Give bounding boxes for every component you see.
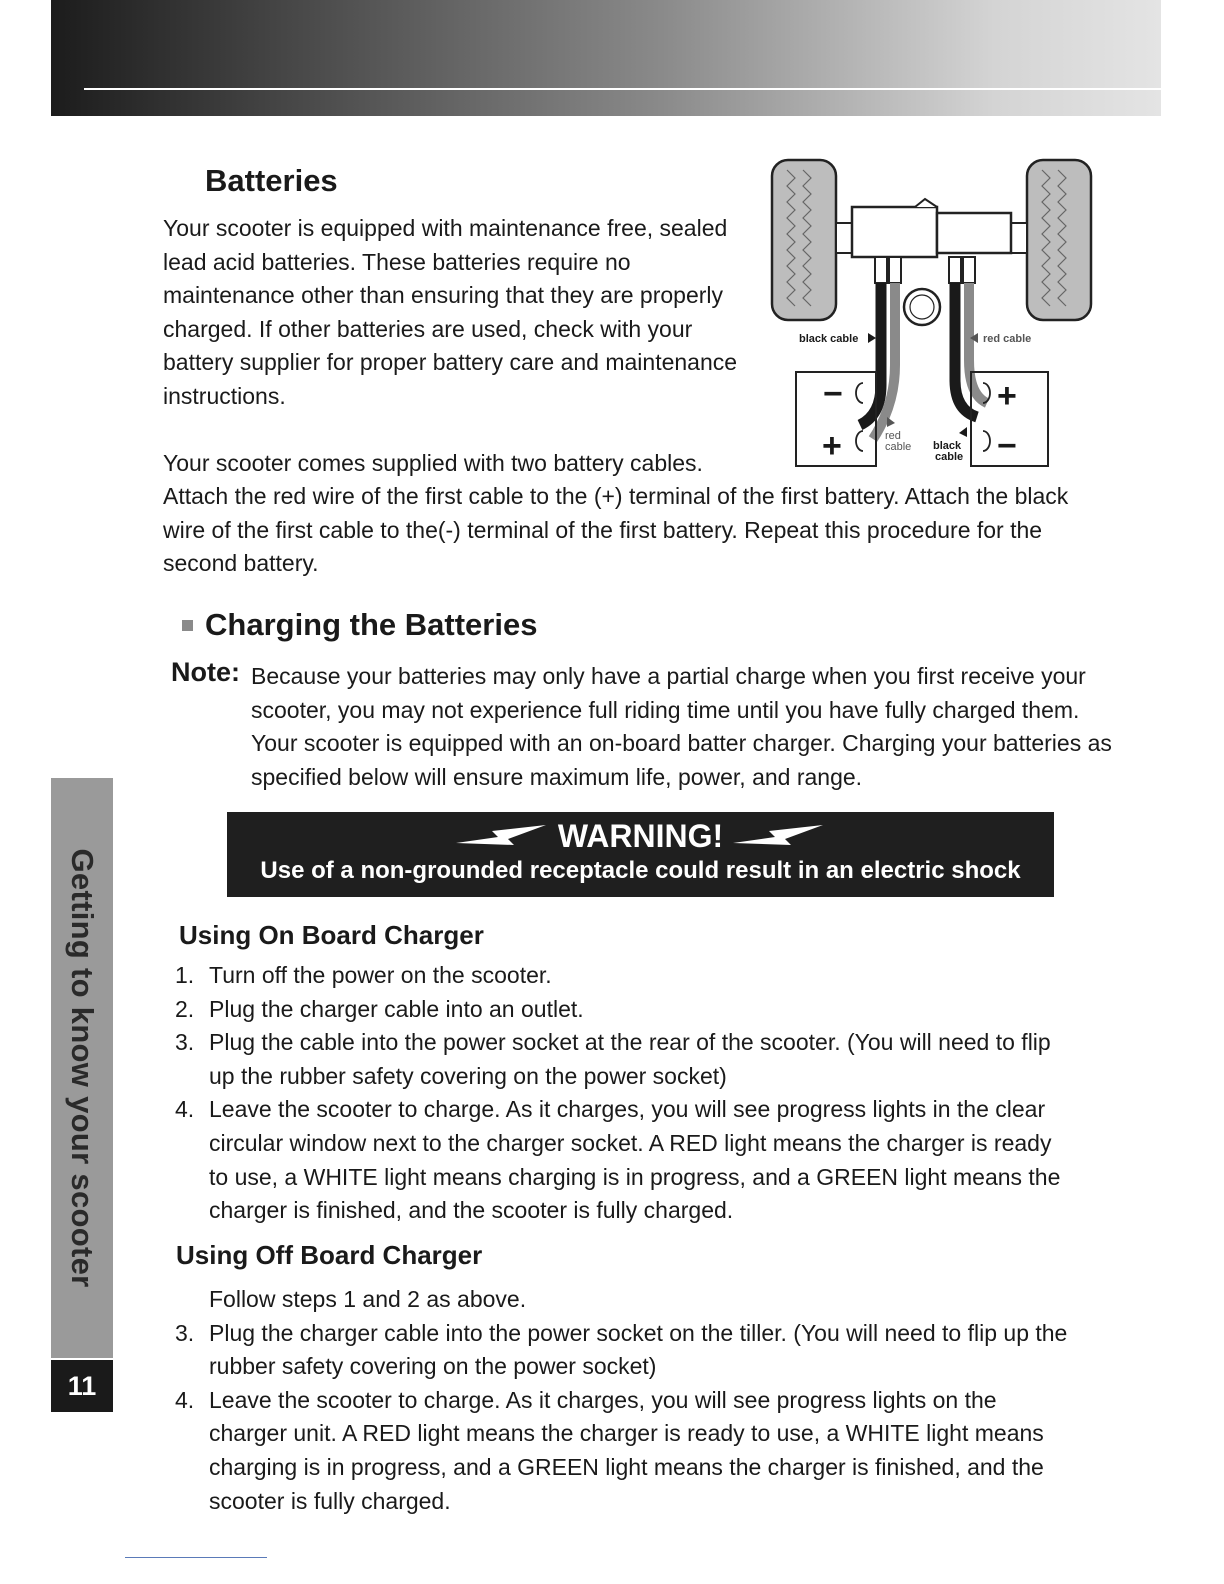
arrow-up-left-icon <box>959 427 967 437</box>
step-text: Plug the cable into the power socket at the rear of the scooter. (You will need to flip up the rubber safety covering on the power socket) <box>209 1029 1051 1089</box>
left-wheel-icon <box>772 160 836 320</box>
batteries-paragraph: Your scooter is equipped with maintenance free, sealed lead acid batteries. These batteries require no maintenance other than ensuring that they are properly charged. If other batteries are used, check with your battery supplier for proper battery care and maintenance instructions. <box>163 215 738 409</box>
list-item <box>175 959 1075 993</box>
label-black: black <box>933 440 962 452</box>
charge-window-icon <box>904 289 940 325</box>
section-side-tab <box>51 778 113 1358</box>
step-text: Plug the charger cable into an outlet. <box>209 995 584 1022</box>
list-item <box>175 1317 1075 1384</box>
right-wheel-icon <box>1027 160 1091 320</box>
connector-plugs-icon <box>875 257 975 283</box>
axle-housing-icon <box>836 199 1027 257</box>
charging-heading <box>182 607 537 643</box>
step-text: Turn off the power on the scooter. <box>209 962 552 988</box>
battery-attach-paragraph: Attach the red wire of the first cable to the (+) terminal of the first battery. Attach the black wire of the first cable to the(-) terminal of the first battery. Repeat this procedure for the second battery. <box>163 483 1069 577</box>
label-black-cable-top: black cable <box>799 333 859 345</box>
offboard-charger-heading: Using Off Board Charger <box>176 1240 483 1270</box>
warning-text: Use of a non-grounded receptacle could result in an electric shock <box>260 857 1021 884</box>
step-number: 3. <box>175 1029 195 1056</box>
list-item <box>175 1093 1075 1227</box>
step-text: Leave the scooter to charge. As it charges, you will see progress lights in the clear circular window next to the charger socket. A RED light means the charger is ready to use, a WHITE light means charging is in progress, and a GREEN light means the charger is finished, and the scooter is fully charged. <box>209 1096 1061 1224</box>
batteries-heading: Batteries <box>205 163 338 198</box>
label-cable-red: cable <box>885 441 912 453</box>
label-cable-black: cable <box>935 451 964 463</box>
battery-right-minus-sign: − <box>997 427 1017 465</box>
onboard-steps-list <box>175 959 1075 1228</box>
note-text: Because your batteries may only have a partial charge when you first receive your scooter, you may not experience full riding time until you have fully charged them. Your scooter is equipped with an on-board batter charger. Charging your batteries as specified below will ensure maximum life, power, and range. <box>251 663 1112 790</box>
header-band <box>51 0 1161 116</box>
header-rule <box>84 88 1161 90</box>
step-number: 4. <box>175 1096 195 1123</box>
warning-title: WARNING! <box>557 818 724 854</box>
battery-left-minus-sign: − <box>823 375 843 413</box>
list-item <box>175 1384 1075 1518</box>
step-number: 2. <box>175 995 195 1022</box>
arrow-up-icon <box>887 417 895 427</box>
arrow-right-icon <box>868 333 876 343</box>
label-red-cable-top: red cable <box>983 333 1032 345</box>
battery-wiring-diagram <box>765 155 1100 475</box>
step-number: 1. <box>175 962 195 988</box>
section-side-tab-label: Getting to know your scooter <box>65 848 100 1288</box>
list-item <box>175 993 1075 1027</box>
heading-bullet-icon <box>182 620 193 631</box>
battery-left-plus-sign: + <box>822 427 842 465</box>
lightning-bolt-icon <box>733 821 825 853</box>
lightning-bolt-icon <box>456 821 548 853</box>
note-label: Note: <box>171 657 240 687</box>
warning-title-row <box>227 818 1054 855</box>
page-number: 11 <box>51 1360 113 1412</box>
label-red: red <box>885 430 901 442</box>
step-text: Plug the charger cable into the power socket on the tiller. (You will need to flip up the rubber safety covering on the power socket) <box>209 1319 1068 1380</box>
step-number: 4. <box>175 1386 195 1413</box>
battery-right-plus-sign: + <box>997 377 1017 415</box>
step-intro-text: Follow steps 1 and 2 as above. <box>209 1286 527 1312</box>
footer-rule <box>125 1557 267 1558</box>
onboard-charger-heading: Using On Board Charger <box>179 920 484 950</box>
step-text: Leave the scooter to charge. As it charges, you will see progress lights on the charger unit. A RED light means the charger is ready to use, a WHITE light means charging is in progress, and a GREEN light means the charger is finished, and the scooter is fully charged. <box>209 1386 1044 1514</box>
offboard-steps-list <box>175 1283 1075 1518</box>
charging-heading-text: Charging the Batteries <box>205 607 538 642</box>
step-number: 3. <box>175 1319 195 1346</box>
battery-cables-paragraph: Your scooter comes supplied with two battery cables. <box>163 450 703 476</box>
list-item <box>175 1026 1075 1093</box>
list-item <box>175 1283 1075 1317</box>
warning-box <box>227 812 1054 897</box>
